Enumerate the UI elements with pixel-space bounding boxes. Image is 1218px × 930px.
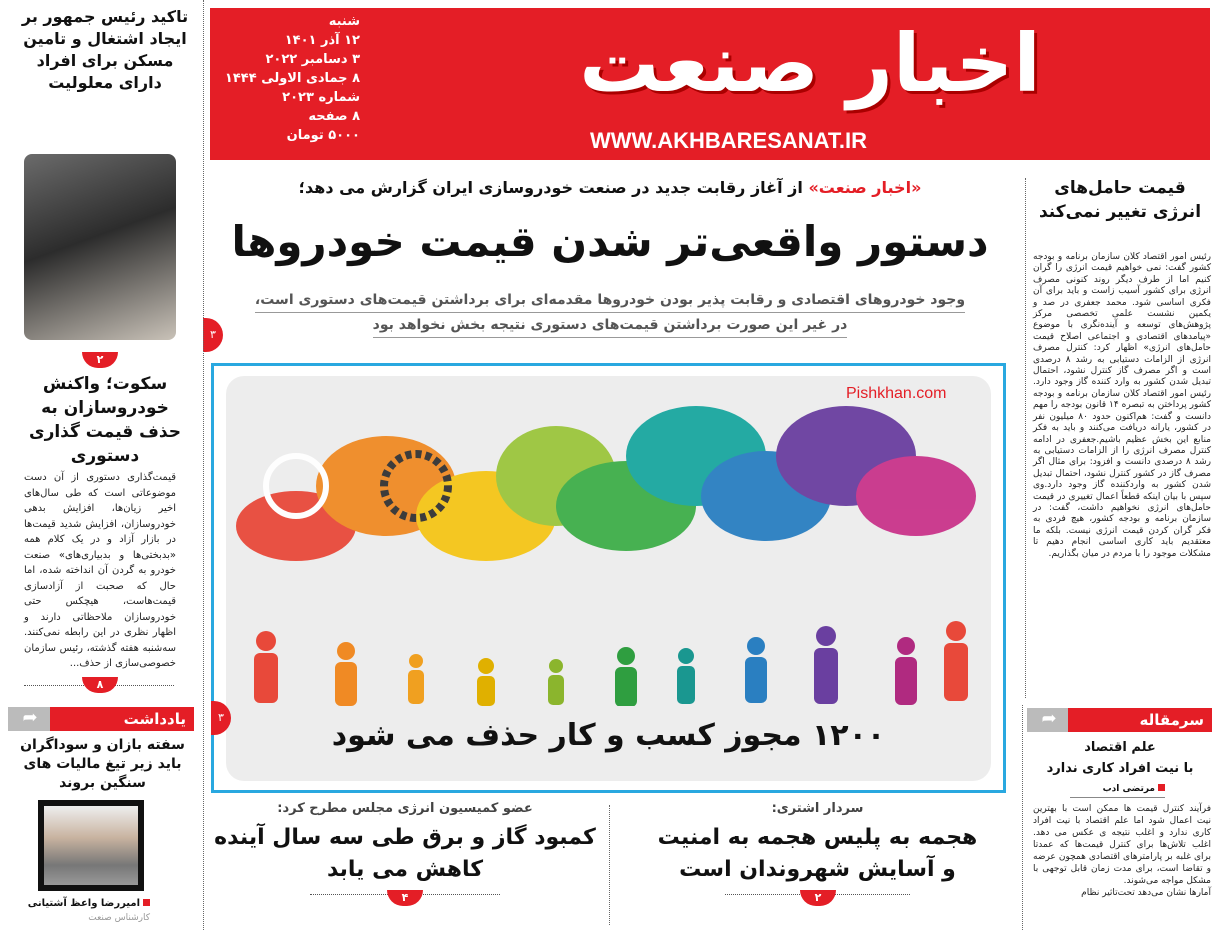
issue-number: شماره ۲۰۲۳ [282,90,360,105]
editorial-body [1033,803,1211,899]
note-headline[interactable]: سفته بازان و سوداگران باید زیر تیغ مالیات های سنگین بروند [20,737,185,791]
bottom-right-story[interactable] [625,800,1010,906]
main-headline[interactable]: دستور واقعی‌تر شدن قیمت خودروها [231,217,989,266]
page-ref-badge[interactable]: ۳ [203,318,223,352]
issue-date-persian: ۱۲ آذر ۱۴۰۱ [284,33,360,48]
main-kicker [210,176,1010,200]
page-badge[interactable]: ۴ [387,890,423,906]
left-top-photo [24,154,176,340]
editorial-author-text: مرتضی ادب [1102,784,1155,794]
image-page-badge[interactable]: ۳ [211,701,231,735]
story-kicker: عضو کمیسیون انرژی مجلس مطرح کرد: [277,801,533,816]
story-headline-1: کمبود گاز و برق طی سه سال آینده [214,825,596,850]
page-badge[interactable]: ۲ [800,890,836,906]
section-yaddasht: یادداشت [50,707,194,731]
image-caption: ۱۲۰۰ مجوز کسب و کار حذف می شود [331,718,886,753]
left-top-headline[interactable]: تاکید رئیس جمهور بر ایجاد اشتغال و تامین مسکن برای افراد دارای معلولیت [21,7,189,92]
price: ۵۰۰۰ تومان [286,128,360,143]
editorial-headline-1: علم اقتصاد [1084,740,1156,755]
editorial-headline-2: با نیت افراد کاری ندارد [1046,761,1194,776]
page-badge[interactable]: ۲ [82,352,118,368]
kicker-source: «اخبار صنعت» [808,178,922,197]
editorial-paragraph-2: آمارها نشان می‌دهد تحت‌تاثیر نظام [1081,888,1211,898]
masthead [210,8,1210,160]
square-bullet-icon [1158,784,1165,791]
square-bullet-icon [143,899,150,906]
story-headline-2: و آسایش شهروندان است [679,857,956,882]
watermark: Pishkhan.com [846,385,947,402]
author-photo [38,800,144,891]
author-name-text: امیررضا واعظ آشتیانی [27,898,140,909]
editorial-author [1070,783,1165,798]
editorial-paragraph-1: فرآیند کنترل قیمت ها ممکن است با بهترین نیت اعمال شود اما علم اقتصاد با نیت افراد کاری ندارد و اغلب نتیجه ی عکس می دهد. اغلب تلاش‌ها برای کنترل قیمت‌ها که عمدتا برای غلبه بر پارامترهای اقتصادی همچون عرضه و تقاضا است، برای مدت زمان قابل توجهی با مشکل مواجه می‌شوند. [1033,804,1211,886]
story-kicker: سردار اشتری: [771,801,864,816]
newspaper-logo: اخبار صنعت [579,17,1041,110]
arrow-icon: ➦ [8,707,52,731]
kicker-text: از آغاز رقابت جدید در صنعت خودروسازی ایران گزارش می دهد؛ [298,178,809,197]
section-sarmaqale: سرمقاله [1068,708,1212,732]
lead-line-2: در غیر این صورت برداشتن قیمت‌های دستوری نتیجه بخش نخواهد بود [373,313,848,338]
arrow-icon: ➦ [1027,708,1071,732]
issue-day: شنبه [328,14,360,29]
author-name [27,897,150,910]
main-lead [230,288,990,338]
left-column-divider [203,0,204,930]
story-headline-2: کاهش می یابد [326,857,484,882]
website-url[interactable]: WWW.AKHBARESANAT.IR [590,128,868,153]
right-story-headline[interactable]: قیمت حامل‌های انرژی تغییر نمی‌کند [1038,178,1202,222]
right-story-body: رئیس امور اقتصاد کلان سازمان برنامه و بودجه کشور گفت: نمی خواهیم قیمت انرژی را گران کنیم اما از طرف دیگر روند کنونی مصرف انرژی برای کشور آسیب زاست و باید برای آن فکری اساسی شود. محمد جعفری در صد و یکمین نشست علمی تخصصی مرکز پژوهش‌های توسعه و آینده‌نگری با موضوع «پیامدهای اقتصادی و اجتماعی اصلاح قیمت حامل‌های انرژی» اظهار کرد: کنترل مصرف انرژی از الزامات دستیابی به رشد ۸ درصدی است و اگر مصرف گاز کنترل نشود، احتمال تبدیل شدن کشور به وارد کننده گاز وجود دارد. رئیس امور اقتصاد کلان سازمان برنامه و بودجه کشور پرداختن به تبصره ۱۴ قانون بودجه را مهم دانست و گفت: هم‌اکنون حدود ۸۰ میلیون نفر در کشور، یارانه دریافت می‌کنند و باید به فکر منابع این بخش عظیم باشیم.جعفری در ادامه کنترل مصرف انرژی را از الزامات دستیابی به رشد ۸ درصدی دانست و افزود: برای مثال اگر مصرف گاز در کشور کنترل نشود، احتمال تبدیل شدن کشور به واردکننده گاز وجود دارد.وی سپس با بیان اینکه قطعاً اعمال تغییری در قیمت حامل‌های انرژی نخواهیم داشت، گفت: در سازمان برنامه و بودجه کشور، هیچ فردی به فکر گران کردن قیمت انرژی نیست. بلکه ما معتقدیم باید کاری اساسی انجام دهیم تا مشکلات موجود را با مردم در میان بگذاریم. [1033,252,1211,559]
story-headline-1: هجمه به پلیس هجمه به امنیت [657,825,978,850]
page-count: ۸ صفحه [308,109,360,124]
left-story-headline[interactable]: سکوت؛ واکنش خودروسازان به حذف قیمت گذاری دستوری [28,374,182,466]
issue-date-gregorian: ۳ دسامبر ۲۰۲۲ [265,52,360,67]
column-divider [609,805,610,925]
clouds-people-illustration [226,376,991,706]
editorial-divider [1022,705,1023,930]
editorial-headline[interactable] [1030,737,1210,779]
bottom-left-story[interactable] [210,800,600,906]
issue-date-hijri: ۸ جمادی الاولی ۱۴۴۴ [224,71,360,86]
issue-info [220,12,360,145]
left-story-body: قیمت‌گذاری دستوری از آن دست موضوعاتی است که طی سال‌های اخیر زیان‌ها، افزایش بدهی خودروسازان، افزایش شدید قیمت‌ها در بازار آزاد و در یک کلام همه «بدبختی‌ها و بدبیاری‌های» صنعت خودرو به گردن آن انداخته شده، اما حال که صحبت از آزادسازی قیمت‌هاست، هیچکس حتی خودروسازان ملاحظاتی دارند و اظهار نظری در این رابطه نمی‌کنند. سه‌شنبه هفته گذشته، رئیس سازمان خصوصی‌سازی از حذف... [24,472,176,669]
page-badge[interactable]: ۸ [82,677,118,693]
right-column-divider [1025,178,1026,698]
author-role: کارشناس صنعت [88,913,150,923]
main-image-frame[interactable] [211,363,1006,793]
lead-line-1: وجود خودروهای اقتصادی و رقابت پذیر بودن خودروها مقدمه‌ای برای برداشتن قیمت‌های دستوری است، [255,288,965,313]
infographic-image [226,376,991,781]
